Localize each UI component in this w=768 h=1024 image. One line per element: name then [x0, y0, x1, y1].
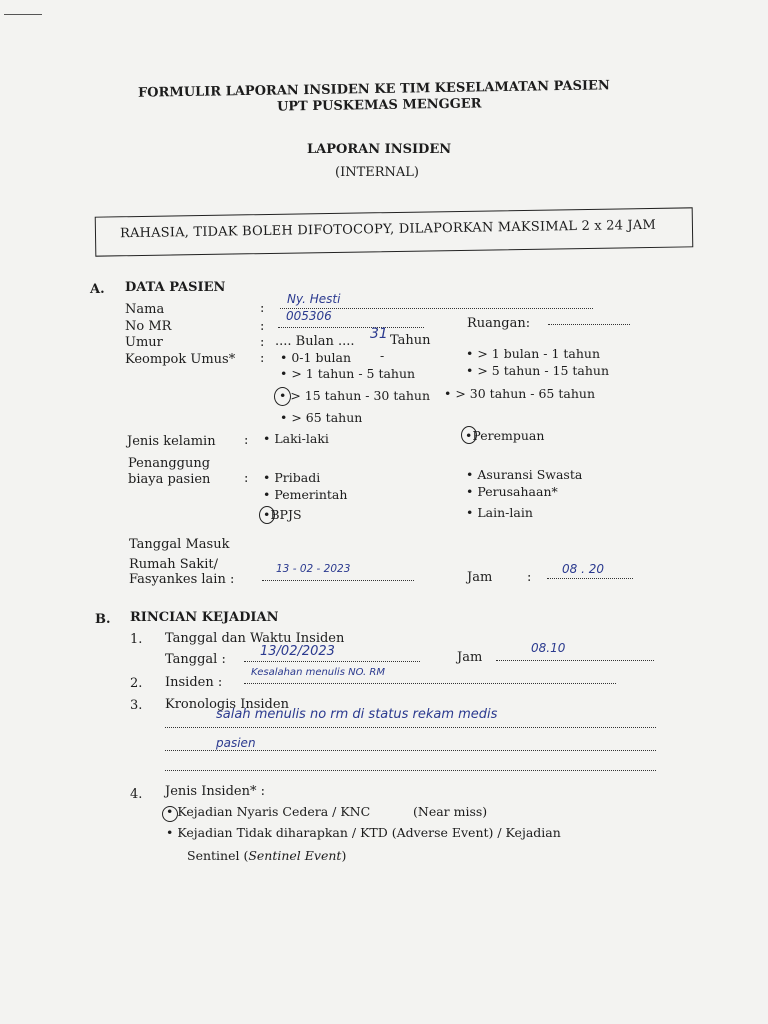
report-subtitle: (INTERNAL)	[335, 165, 419, 180]
section-a-letter: A.	[90, 282, 105, 297]
jam-insiden-label: Jam	[457, 650, 483, 665]
payer-option-pemerintah[interactable]	[263, 487, 347, 502]
age-option-3[interactable]	[466, 363, 609, 378]
section-a-title: DATA PASIEN	[125, 280, 226, 295]
colon: :	[244, 471, 249, 486]
payer-label: BPJS	[270, 507, 302, 522]
bullet: •	[465, 428, 473, 443]
gender-label: Perempuan	[472, 428, 545, 443]
gender-option-laki[interactable]	[263, 431, 329, 446]
kronologis-line-1[interactable]: salah menulis no rm di status rekam medis	[216, 707, 498, 722]
no-mr-field-line[interactable]	[278, 327, 424, 328]
bullet: •	[466, 484, 474, 499]
bullet: •	[280, 366, 288, 381]
nama-label: Nama	[125, 302, 165, 317]
bullet: •	[166, 804, 174, 819]
payer-option-pribadi[interactable]	[263, 470, 320, 485]
jam-insiden-field-line[interactable]	[496, 660, 654, 661]
bullet: •	[263, 487, 271, 502]
ruangan-field-line[interactable]	[548, 324, 630, 325]
top-corner-mark	[4, 14, 42, 15]
kelompok-label: Keompok Umus*	[125, 352, 236, 367]
umur-suffix: Tahun	[390, 333, 431, 348]
report-title: LAPORAN INSIDEN	[307, 142, 452, 157]
item-4-label: Jenis Insiden* :	[165, 784, 265, 799]
item-1-label: Tanggal dan Waktu Insiden	[165, 631, 345, 646]
penanggung-label-line2: biaya pasien	[128, 472, 211, 487]
jam-masuk-value[interactable]: 08 . 20	[562, 562, 604, 576]
age-option-label: > 15 tahun - 30 tahun	[290, 388, 430, 403]
bullet: •	[166, 825, 174, 840]
jam-insiden-value[interactable]: 08.10	[531, 641, 566, 655]
item-4-number: 4.	[130, 787, 143, 802]
form-subtitle: UPT PUSKEMAS MENGGER	[276, 96, 482, 115]
umur-prefix: .... Bulan ....	[275, 334, 355, 349]
colon: :	[260, 301, 265, 316]
item-2-label: Insiden :	[165, 675, 223, 690]
bullet: •	[263, 431, 271, 446]
age-option-4[interactable]	[279, 388, 430, 403]
age-option-label: 0-1 bulan	[291, 350, 352, 365]
jam-masuk-field-line[interactable]	[547, 578, 633, 579]
insiden-field-line[interactable]	[244, 683, 616, 684]
bullet: •	[263, 507, 271, 522]
warning-text: RAHASIA, TIDAK BOLEH DIFOTOCOPY, DILAPORKAN MAKSIMAL 2 x 24 JAM	[119, 217, 657, 242]
tanggal-masuk-value[interactable]: 13 - 02 - 2023	[276, 563, 351, 575]
payer-label: Lain-lain	[477, 505, 533, 520]
bullet: •	[263, 470, 271, 485]
payer-option-lain[interactable]	[466, 505, 533, 520]
ruangan-label: Ruangan:	[467, 316, 531, 331]
colon: :	[527, 570, 532, 585]
payer-option-bpjs[interactable]	[263, 507, 302, 522]
sentinel-suffix: )	[341, 848, 347, 863]
age-option-1[interactable]	[466, 346, 600, 361]
no-mr-label: No MR	[125, 319, 172, 334]
age-option-label: > 5 tahun - 15 tahun	[477, 363, 610, 378]
umur-value[interactable]: 31	[370, 326, 388, 342]
section-b-title: RINCIAN KEJADIAN	[130, 610, 279, 625]
insiden-value[interactable]: Kesalahan menulis NO. RM	[251, 667, 385, 678]
umur-label: Umur	[125, 335, 163, 350]
item-3-number: 3.	[130, 698, 143, 713]
no-mr-value[interactable]: 005306	[286, 309, 332, 323]
section-b-letter: B.	[95, 612, 111, 627]
rumah-sakit-label-line2: Fasyankes lain :	[129, 572, 235, 587]
age-option-6[interactable]	[280, 410, 362, 425]
bullet: •	[280, 410, 288, 425]
penanggung-label-line1: Penanggung	[128, 456, 211, 471]
colon: :	[260, 351, 265, 366]
colon: :	[244, 433, 249, 448]
sentinel-italic: Sentinel Event	[248, 848, 342, 863]
gender-option-perempuan[interactable]	[465, 428, 544, 443]
payer-label: Asuransi Swasta	[477, 467, 583, 482]
bullet: •	[466, 363, 474, 378]
form-title: FORMULIR LAPORAN INSIDEN KE TIM KESELAMATAN PASIEN	[137, 78, 610, 101]
nama-value[interactable]: Ny. Hesti	[287, 292, 341, 306]
kronologis-field-line-1[interactable]	[165, 727, 656, 728]
rumah-sakit-label-line1: Rumah Sakit/	[129, 557, 219, 572]
kronologis-field-line-2[interactable]	[165, 750, 656, 751]
colon: :	[260, 319, 265, 334]
payer-label: Pribadi	[274, 470, 321, 485]
sentinel-prefix: Sentinel (	[187, 848, 249, 863]
ktd-label: Kejadian Tidak diharapkan / KTD (Adverse Event) / Kejadian	[177, 825, 561, 840]
jenis-option-ktd[interactable]	[166, 825, 561, 840]
tanggal-insiden-value[interactable]: 13/02/2023	[260, 644, 335, 659]
colon: :	[260, 335, 265, 350]
bullet: •	[466, 467, 474, 482]
kronologis-field-line-3[interactable]	[165, 770, 656, 771]
age-option-label: > 65 tahun	[291, 410, 363, 425]
tanggal-insiden-label: Tanggal :	[165, 652, 226, 667]
payer-label: Pemerintah	[274, 487, 348, 502]
knc-label: Kejadian Nyaris Cedera / KNC	[177, 804, 371, 819]
age-option-label: > 30 tahun - 65 tahun	[455, 386, 595, 401]
knc-note: (Near miss)	[413, 804, 488, 819]
sentinel-line	[187, 848, 346, 863]
gender-label: Laki-laki	[274, 431, 329, 446]
bullet: •	[279, 388, 287, 403]
age-option-label: > 1 tahun - 5 tahun	[291, 366, 416, 381]
tanggal-insiden-field-line[interactable]	[244, 661, 420, 662]
item-1-number: 1.	[130, 632, 143, 647]
payer-option-asuransi[interactable]	[466, 467, 582, 482]
dash-mark: -	[380, 348, 385, 363]
bullet: •	[280, 350, 288, 365]
item-3-label: Kronologis Insiden	[165, 697, 289, 712]
kronologis-line-2[interactable]: pasien	[216, 736, 256, 750]
age-option-5[interactable]	[444, 386, 595, 401]
jenis-option-knc[interactable]	[166, 804, 370, 819]
bullet: •	[444, 386, 452, 401]
age-option-label: > 1 bulan - 1 tahun	[477, 346, 601, 361]
tanggal-masuk-label: Tanggal Masuk	[129, 537, 230, 552]
bullet: •	[466, 346, 474, 361]
age-option-0[interactable]	[280, 350, 351, 365]
jam-masuk-label: Jam	[467, 570, 493, 585]
tanggal-masuk-field-line[interactable]	[262, 580, 414, 581]
bullet: •	[466, 505, 474, 520]
jenis-kelamin-label: Jenis kelamin	[127, 434, 216, 449]
item-2-number: 2.	[130, 676, 143, 691]
payer-label: Perusahaan*	[477, 484, 558, 499]
age-option-2[interactable]	[280, 366, 415, 381]
payer-option-perusahaan[interactable]	[466, 484, 558, 499]
